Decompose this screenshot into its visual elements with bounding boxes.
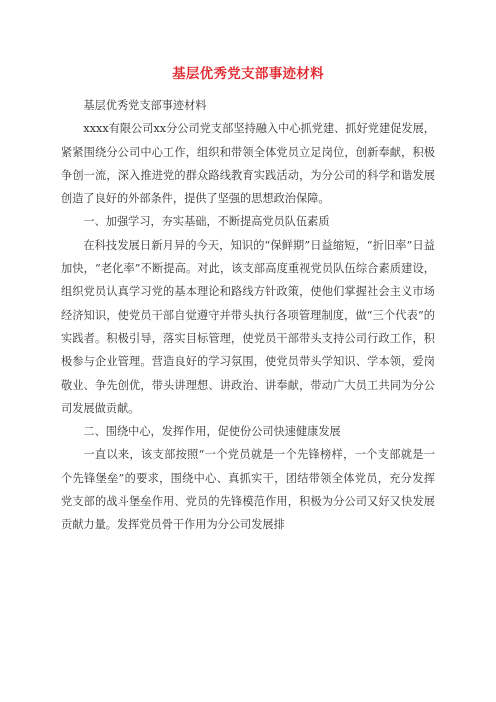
section-heading-2: 二、围绕中心，发挥作用，促使份公司快速健康发展 [83, 425, 341, 439]
document-title: 基层优秀党支部事迹材料 [172, 66, 324, 82]
paragraph-intro: xxxx有限公司xx分公司党支部坚持融入中心抓党建、抓好党建促发展，紧紧围绕分公司中心工作，组织和带领全体党员立足岗位，创新奉献，积极争创一流，深入推进党的群众路线教育实践活动，为分公司的科学和谐发展创造了良好的外部条件，提供了坚强的思想政治保障。 [61, 122, 435, 206]
paragraph-section-2: 一直以来，该支部按照“一个党员就是一个先锋榜样，一个支部就是一个先锋堡垒”的要求，围绕中心、真抓实干，团结带领全体党员，充分发挥党支部的战斗堡垒作用、党员的先锋模范作用，积极为分公司又好又快发展贡献力量。发挥党员骨干作用为分公司发展排 [61, 448, 435, 532]
document-body [61, 94, 435, 537]
paragraph-heading: 基层优秀党支部事迹材料 [83, 99, 207, 112]
section-heading-1: 一、加强学习，夯实基础，不断提高党员队伍素质 [83, 215, 330, 229]
paragraph-section-1: 在科技发展日新月异的今天，知识的“保鲜期”日益缩短，“折旧率”日益加快，“老化率”不断提高。对此，该支部高度重视党员队伍综合素质建设，组织党员认真学习党的基本理论和路线方针政策，使他们掌握社会主义市场经济知识，使党员干部自觉遵守并带头执行各项管理制度，做“三个代表”的实践者。积极引导，落实目标管理，使党员干部带头支持公司行政工作，积极参与企业管理。营造良好的学习氛围，使党员带头学知识、学本领，爱岗敬业、争先创优，带头讲理想、讲政治、讲奉献，带动广大员工共同为分公司发展做贡献。 [61, 238, 435, 415]
